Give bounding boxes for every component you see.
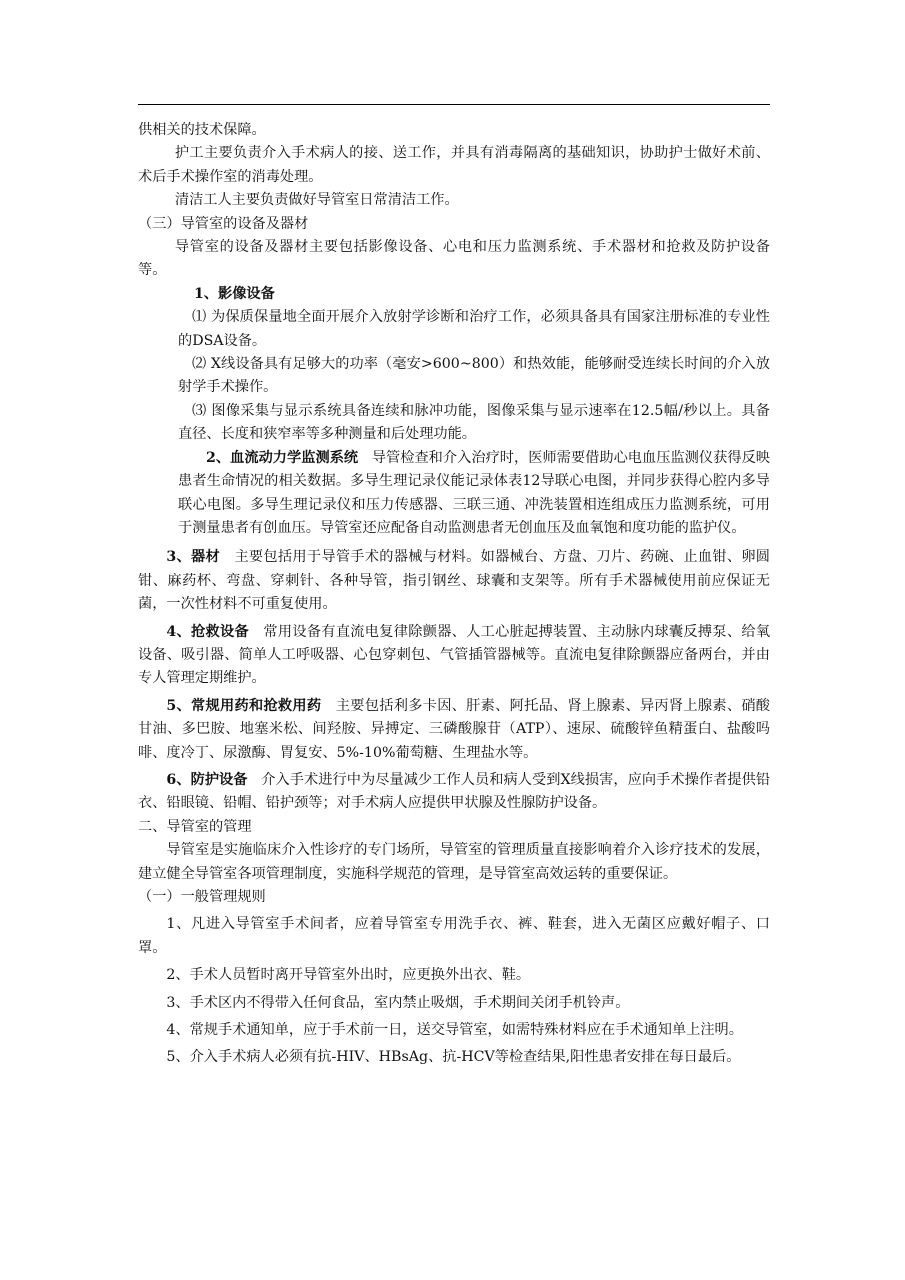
subsection-heading: 5、常规用药和抢救用药 <box>166 697 322 714</box>
subsection-heading: 6、防护设备 <box>166 771 248 788</box>
subsection-heading: 1、影像设备 <box>194 285 275 302</box>
list-item: 5、介入手术病人必须有抗-HIV、HBsAg、抗-HCV等检查结果,阳性患者安排在每日最后。 <box>166 1049 741 1066</box>
paragraph: 护工主要负责介入手术病人的接、送工作，并具有消毒隔离的基础知识，协助护士做好术前、术后手术操作室的消毒处理。 <box>138 145 770 185</box>
list-item: ⑶ 图像采集与显示系统具备连续和脉冲功能，图像采集与显示速率在12.5幅/秒以上。具备直径、长度和狭窄率等多种测量和后处理功能。 <box>178 402 770 443</box>
paragraph-text: 主要包括用于导管手术的器械与材料。如器械台、方盘、刀片、药碗、止血钳、卵圆钳、麻药杯、弯盘、穿刺针、各种导管，指引钢丝、球囊和支架等。所有手术器械使用前应保证无菌，一次性材料不可重复使用。 <box>138 549 770 613</box>
paragraph <box>138 546 770 616</box>
list-item: 3、手术区内不得带入任何食品，室内禁止吸烟，手术期间关闭手机铃声。 <box>166 994 630 1011</box>
list-item: 1、凡进入导管室手术间者，应着导管室专用洗手衣、裤、鞋套，进入无菌区应戴好帽子、口罩。 <box>138 916 770 956</box>
paragraph: 供相关的技术保障。 <box>138 122 266 138</box>
subsection-heading: 3、器材 <box>166 549 221 566</box>
list-item: ⑵ X线设备具有足够大的功率（毫安>600~800）和热效能，能够耐受连续长时间的介入放射学手术操作。 <box>178 356 770 396</box>
list-item: 4、常规手术通知单，应于手术前一日，送交导管室，如需特殊材料应在手术通知单上注明。 <box>166 1022 743 1039</box>
paragraph-text: 导管检查和介入治疗时，医师需要借助心电血压监测仪获得反映患者生命情况的相关数据。多导生理记录仪能记录体表12导联心电图，并同步获得心腔内多导联心电图。多导生理记录仪和压力传感器、三联三通、冲洗装置相连组成压力监测系统，可用于测量患者有创血压。导管室还应配备自动监测患者无创血压及血氧饱和度功能的监护仪。 <box>178 449 770 536</box>
section-heading: （三）导管室的设备及器材 <box>138 215 309 232</box>
section-heading: 二、导管室的管理 <box>138 818 252 835</box>
paragraph: 导管室的设备及器材主要包括影像设备、心电和压力监测系统、手术器材和抢救及防护设备等。 <box>138 239 770 279</box>
paragraph <box>138 695 770 765</box>
paragraph: 清洁工人主要负责做好导管室日常清洁工作。 <box>174 192 459 209</box>
paragraph-text: 常用设备有直流电复律除颤器、人工心脏起搏装置、主动脉内球囊反搏泵、给氧设备、吸引器、简单人工呼吸器、心包穿刺包、气管插管器械等。直流电复律除颤器应备两台，并由专人管理定期维护。 <box>138 623 771 687</box>
list-item: 2、手术人员暂时离开导管室外出时，应更换外出衣、鞋。 <box>166 967 531 984</box>
subsection-heading: 4、抢救设备 <box>166 623 249 640</box>
list-item: ⑴ 为保质保量地全面开展介入放射学诊断和治疗工作，必须具备具有国家注册标准的专业性的DSA设备。 <box>178 309 770 349</box>
paragraph <box>138 769 770 816</box>
paragraph: 导管室是实施临床介入性诊疗的专门场所，导管室的管理质量直接影响着介入诊疗技术的发展，建立健全导管室各项管理制度，实施科学规范的管理，是导管室高效运转的重要保证。 <box>138 842 770 882</box>
paragraph <box>138 621 770 691</box>
paragraph <box>138 447 770 541</box>
paragraph-text: 主要包括利多卡因、肝素、阿托品、肾上腺素、异丙肾上腺素、硝酸甘油、多巴胺、地塞米松、间羟胺、异搏定、三磷酸腺苷（ATP）、速尿、硫酸锌鱼精蛋白、盐酸吗啡、度冷丁、尿激酶、胃复安、5%-10%葡萄糖、生理盐水等。 <box>138 697 770 761</box>
section-heading: （一）一般管理规则 <box>138 889 266 905</box>
paragraph-text: 介入手术进行中为尽量减少工作人员和病人受到X线损害，应向手术操作者提供铅衣、铅眼镜、铅帽、铅护颈等；对手术病人应提供甲状腺及性腺防护设备。 <box>138 771 771 812</box>
document-page <box>138 104 770 1070</box>
header-rule <box>138 104 770 105</box>
subsection-heading: 2、血流动力学监测系统 <box>206 449 359 466</box>
